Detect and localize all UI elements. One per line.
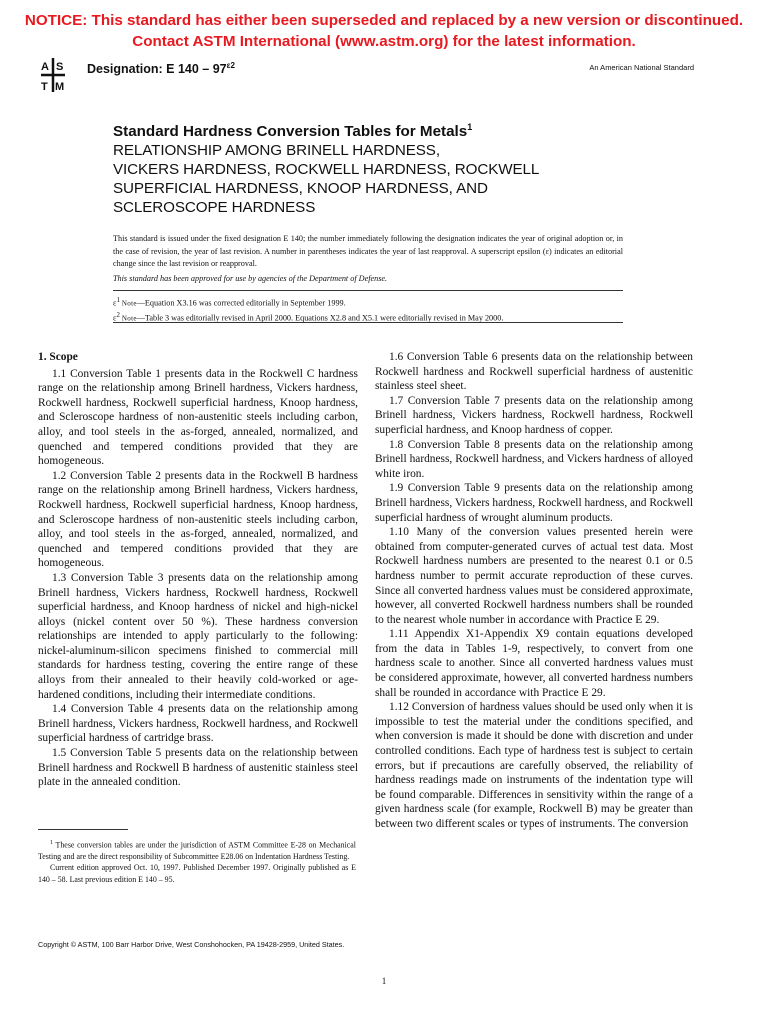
notes-top-rule [113,290,623,291]
paragraph: 1.8 Conversion Table 8 presents data on the relationship among Brinell hardness, Rockwell hardness, and Vickers hardness of alloyed white iron. [375,438,693,480]
svg-text:T: T [41,81,48,93]
designation-text: Designation: E 140 – 97 [87,62,227,77]
paragraph: 1.12 Conversion of hardness values should be used only when it is impossible to test the material under the conditions specified, and when conversion is made it should be done with discretion and under controlled conditions. Each type of hardness test is subject to certain errors, but if precautions are carefully observed, the reliability of hardness readings made on instruments of the indentation type will be found comparable. Differences in sensitivity within the range of a given hardness scale (for example, Rockwell B) may be greater than between two different scales or types of instruments. The conversion [375,701,693,830]
editorial-note [113,310,633,325]
document-title [113,118,673,141]
footnote-text: These conversion tables are under the jurisdiction of ASTM Committee E-28 on Mechanical Testing and are the direct responsibility of Subcommittee E28.06 on Indentation Hardness Testing. [38,840,356,861]
note-label: Note [121,314,137,323]
paragraph: 1.9 Conversion Table 9 presents data on the relationship among Brinell hardness, Vickers hardness, Rockwell hardness, and Rockwell superficial hardness of wrought aluminum products. [375,482,693,524]
footnote-marker: 1 [50,840,53,846]
subtitle-line: RELATIONSHIP AMONG BRINELL HARDNESS, [113,142,440,160]
designation [87,61,235,76]
paragraph: 1.7 Conversion Table 7 presents data on the relationship among Brinell hardness, Vickers hardness, Rockwell hardness, Rockwell superficial hardness, and Knoop hardness of copper. [375,394,693,436]
left-column [38,350,358,790]
notes-bottom-rule [113,322,623,323]
supersession-notice [0,10,768,52]
paragraph: 1.6 Conversion Table 6 presents data on the relationship between Rockwell hardness and Rockwell superficial hardness of austenitic stainless steel sheet. [375,351,693,393]
subtitle-line: SUPERFICIAL HARDNESS, KNOOP HARDNESS, AND [113,180,488,198]
footnote [38,838,356,862]
svg-text:A: A [41,61,49,73]
footnote-rule [38,829,128,830]
right-column [375,350,693,832]
epsilon-number: 1 [116,297,120,304]
epsilon-number: 2 [116,312,120,320]
document-title-text: Standard Hardness Conversion Tables for Metals [113,123,468,141]
epsilon-mark: ε [113,298,117,308]
footnote: Current edition approved Oct. 10, 1997. Published December 1997. Originally published as E 140 – 58. Last previous edition E 140 – 95. [38,863,356,884]
paragraph: 1.3 Conversion Table 3 presents data on the relationship among Brinell hardness, Vickers hardness, Rockwell hardness, Rockwell superficial hardness, and Knoop hardness of nickel and high-nickel alloys (nickel content over 50 %). These hardness conversion relationships are intended to apply particularly to the following: nickel-aluminum-silicon specimens finished to commercial mill standards for hardness testing, covering the entire range of these alloys from their annealed to their heavily cold-worked or age-hardened conditions, including their intermediate conditions. [38,571,358,701]
note-text: —Table 3 was editorially revised in April 2000. Equations X2.8 and X5.1 were editorially revised in May 2000. [136,313,504,323]
note-text: —Equation X3.16 was corrected editorially in September 1999. [136,298,346,308]
page-number: 1 [381,976,387,986]
copyright-line: Copyright © ASTM, 100 Barr Harbor Drive, West Conshohocken, PA 19428-2959, United States. [38,940,345,949]
notice-line-2: Contact ASTM International (www.astm.org) for the latest information. [132,33,636,50]
svg-text:S: S [56,61,64,73]
paragraph: 1.11 Appendix X1-Appendix X9 contain equations developed from the data in Tables 1-9, respectively, to convert from one hardness scale to another. Since all converted hardness values must be considered approximate, however, all converted hardness numbers shall be rounded in accordance with Practice E 29. [375,628,693,699]
title-block [113,118,673,217]
paragraph: 1.1 Conversion Table 1 presents data in the Rockwell C hardness range on the relationship among Brinell hardness, Vickers hardness, Rockwell hardness, Rockwell superficial hardness, Knoop hardness, and Scleroscope hardness of non-austenitic steels including carbon, alloy, and tool steels in the as-forged, annealed, normalized, and quenched and tempered conditions provided that they are homogeneous. [38,367,358,468]
paragraph: 1.10 Many of the conversion values presented herein were obtained from computer-generated curves of actual test data. Most Rockwell hardness numbers are presented to the nearest 0.1 or 0.5 hardness number to permit accurate reproduction of these curves. Since all converted hardness values must be considered approximate, however, all converted Rockwell hardness numbers shall be rounded to the nearest whole number in accordance with Practice E 29. [375,526,693,626]
issuance-statement: This standard is issued under the fixed designation E 140; the number immediately following the designation indicates the year of original adoption or, in the case of revision, the year of last revision. A number in parentheses indicates the year of last reapproval. A superscript epsilon (ε) indicates an editorial change since the last revision or reapproval. [113,234,623,269]
footnotes [38,838,356,885]
paragraph: 1.4 Conversion Table 4 presents data on the relationship among Brinell hardness, Vickers hardness, Rockwell hardness, and Rockwell superficial hardness of cartridge brass. [38,703,358,745]
astm-logo-icon [40,56,66,94]
editorial-note [113,295,633,310]
epsilon-mark: ε [113,313,117,323]
title-footnote-ref: 1 [467,122,473,132]
subtitle-line: VICKERS HARDNESS, ROCKWELL HARDNESS, ROCKWELL [113,161,540,179]
note-label: Note [121,299,137,308]
notice-line-1: NOTICE: This standard has either been superseded and replaced by a new version or discontinued. [24,12,744,29]
dod-approval-statement: This standard has been approved for use by agencies of the Department of Defense. [113,274,388,283]
national-standard-label: An American National Standard [589,63,694,72]
paragraph: 1.5 Conversion Table 5 presents data on the relationship between Brinell hardness and Rockwell B hardness of austenitic stainless steel plate in the annealed condition. [38,747,358,789]
designation-superscript: ε2 [226,61,235,70]
editorial-notes [113,295,633,325]
svg-text:M: M [55,81,65,93]
subtitle-line: SCLEROSCOPE HARDNESS [113,199,316,217]
paragraph: 1.2 Conversion Table 2 presents data in the Rockwell B hardness range on the relationship among Brinell hardness, Vickers hardness, Rockwell hardness, Rockwell superficial hardness, Knoop hardness, and Scleroscope hardness of non-austenitic steels including carbon, alloy, and tool steels in the as-forged, annealed, normalized, and quenched and tempered conditions provided that they are homogeneous. [38,469,358,570]
section-heading-scope: 1. Scope [38,351,78,363]
